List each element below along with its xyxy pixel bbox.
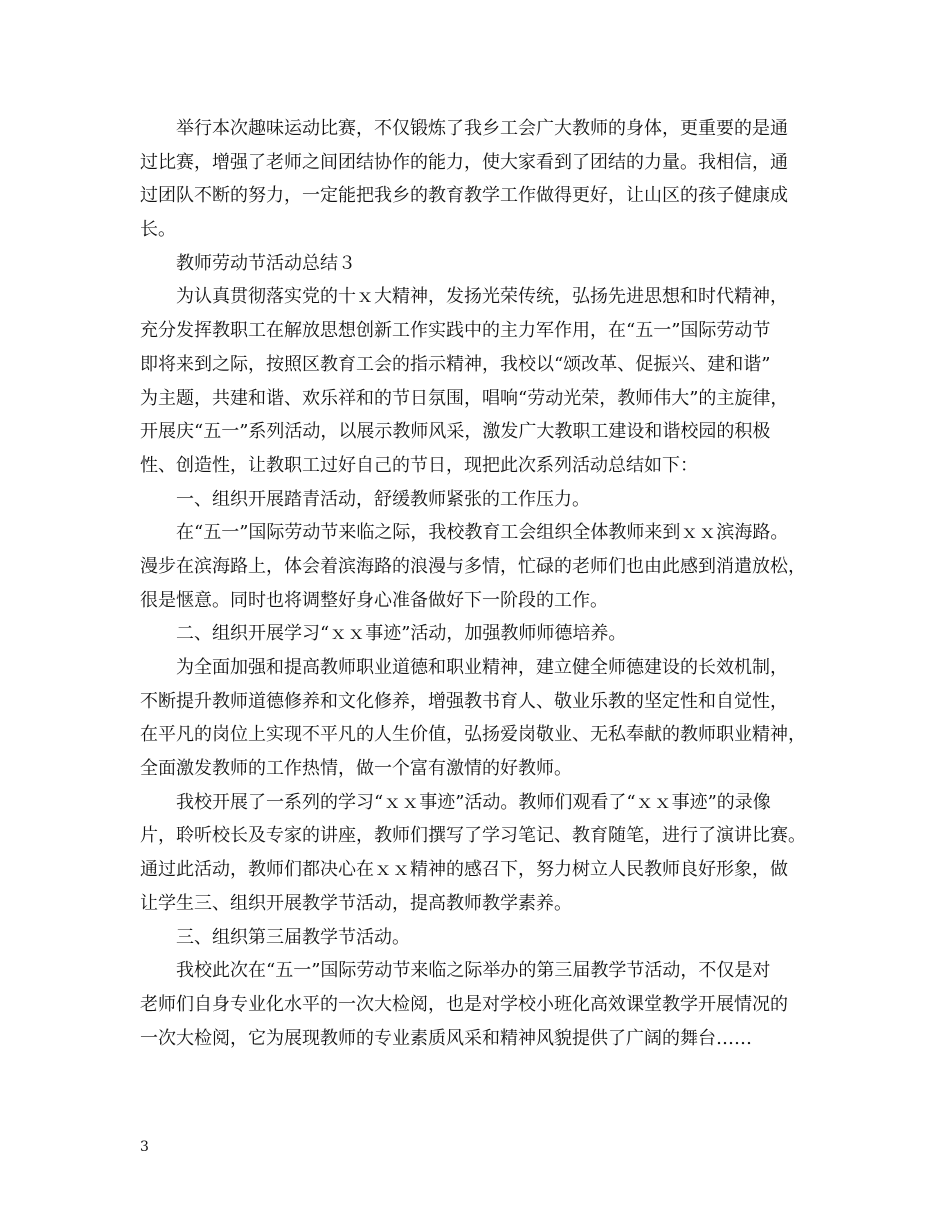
text-line: 让学生三、组织开展教学节活动，提高教师教学素养。 [140,892,572,914]
text-line: 我校此次在“五一”国际劳动节来临之际举办的第三届教学节活动，不仅是对 [176,960,771,982]
text-line: 即将来到之际，按照区教育工会的指示精神，我校以“颂改革、促振兴、建和谐” [140,353,771,375]
text-line: 在“五一”国际劳动节来临之际，我校教育工会组织全体教师来到ｘｘ滨海路。 [176,522,789,544]
text-line: 举行本次趣味运动比赛，不仅锻炼了我乡工会广大教师的身体，更重要的是通 [176,118,788,139]
page-number: 3 [140,1139,149,1155]
text-line: 一、组织开展踏青活动，舒缓教师紧张的工作压力。 [176,488,590,510]
text-line: 漫步在滨海路上，体会着滨海路的浪漫与多情，忙碌的老师们也由此感到消遣放松， [140,555,806,577]
text-line: 性、创造性，让教职工过好自己的节日，现把此次系列活动总结如下： [140,454,698,476]
text-line: 充分发挥教职工在解放思想创新工作实践中的主力军作用，在“五一”国际劳动节 [140,320,771,342]
text-line: 全面激发教师的工作热情，做一个富有激情的好教师。 [140,758,572,780]
text-line: 为主题，共建和谐、欢乐祥和的节日氛围，唱响“劳动光荣，教师伟大”的主旋律， [140,387,789,409]
text-line: 很是惬意。同时也将调整好身心准备做好下一阶段的工作。 [140,589,608,611]
text-line: 长。 [140,219,176,241]
text-line: 在平凡的岗位上实现不平凡的人生价值，弘扬爱岗敬业、无私奉献的教师职业精神， [140,724,806,746]
text-line: 通过此活动，教师们都决心在ｘｘ精神的感召下，努力树立人民教师良好形象，做 [140,859,788,881]
text-line: 三、组织第三届教学节活动。 [176,926,410,948]
text-line: 为全面加强和提高教师职业道德和职业精神，建立健全师德建设的长效机制， [176,657,788,678]
text-line: 开展庆“五一”系列活动，以展示教师风采，激发广大教职工建设和谐校园的积极 [140,421,771,443]
text-line: 片，聆听校长及专家的讲座，教师们撰写了学习笔记、教育随笔，进行了演讲比赛。 [140,825,806,847]
text-line: 我校开展了一系列的学习“ｘｘ事迹”活动。教师们观看了“ｘｘ事迹”的录像 [176,791,771,813]
text-line: 教师劳动节活动总结３ [176,252,356,274]
text-line: 过比赛，增强了老师之间团结协作的能力，使大家看到了团结的力量。我相信，通 [140,151,788,173]
text-line: 过团队不断的努力，一定能把我乡的教育教学工作做得更好，让山区的孩子健康成 [140,185,788,207]
text-line: 不断提升教师道德修养和文化修养，增强教书育人、敬业乐教的坚定性和自觉性， [140,690,788,712]
text-line: 为认真贯彻落实党的十ｘ大精神，发扬光荣传统，弘扬先进思想和时代精神， [176,286,788,308]
text-line: 老师们自身专业化水平的一次大检阅，也是对学校小班化高效课堂教学开展情况的 [140,993,788,1015]
document-body [140,112,820,1055]
text-line: 二、组织开展学习“ｘｘ事迹”活动，加强教师师德培养。 [176,623,627,645]
text-line: 一次大检阅，它为展现教师的专业素质风采和精神风貌提供了广阔的舞台…… [140,1027,752,1049]
